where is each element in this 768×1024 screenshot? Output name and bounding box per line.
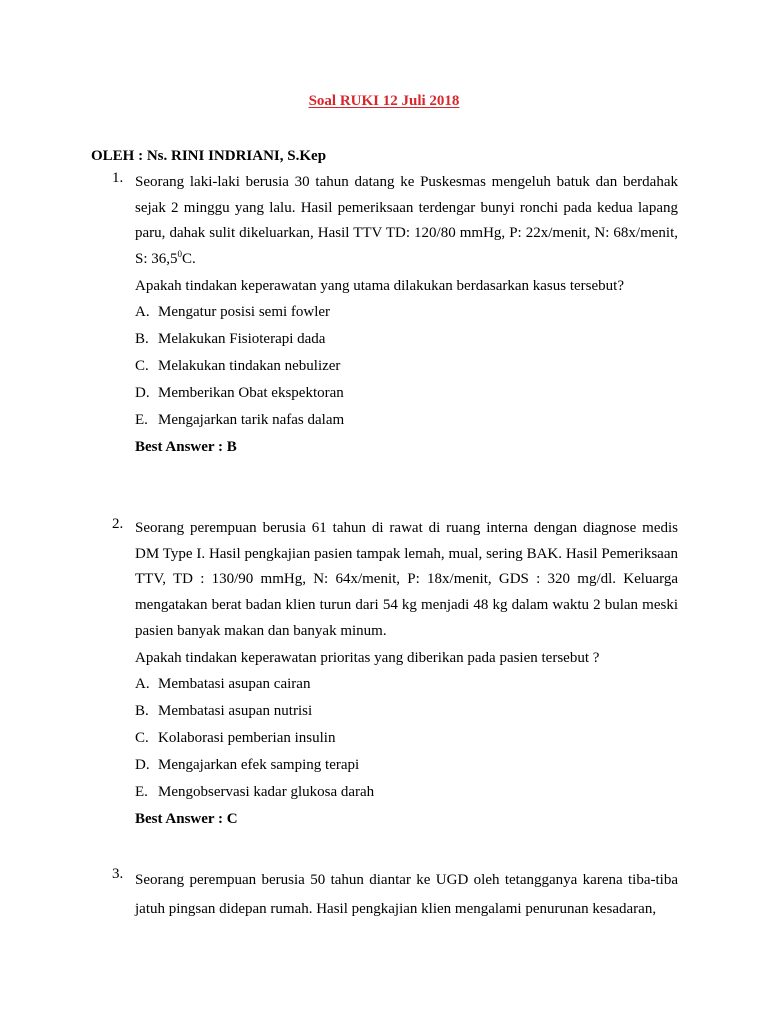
question-2 [112, 516, 678, 833]
option-e: E. Mengajarkan tarik nafas dalam [135, 411, 345, 428]
option-a: A. Mengatur posisi semi fowler [135, 303, 331, 320]
question-1 [112, 170, 678, 461]
question-stem: Seorang perempuan berusia 50 tahun diantar ke UGD oleh tetangganya karena tiba-tiba jatuh pingsan didepan rumah. Hasil pengkajian klien mengalami penurunan kesadaran, [135, 872, 678, 917]
author-line: OLEH : Ns. RINI INDRIANI, S.Kep [91, 148, 327, 164]
question-stem: Seorang laki-laki berusia 30 tahun datang ke Puskesmas mengeluh batuk dan berdahak sejak 2 minggu yang lalu. Hasil pemeriksaan terdengar bunyi ronchi pada kedua lapang paru, dahak sulit dikeluarkan, Hasil TTV TD: 120/80 mmHg, P: 22x/menit, N: 68x/menit, S: 36,5$^0$C. [135, 174, 678, 268]
question-prompt: Apakah tindakan keperawatan yang utama dilakukan berdasarkan kasus tersebut? [135, 277, 624, 294]
option-d: D. Memberikan Obat ekspektoran [135, 384, 344, 401]
option-e: E. Mengobservasi kadar glukosa darah [135, 783, 375, 800]
question-stem: Seorang perempuan berusia 61 tahun di rawat di ruang interna dengan diagnose medis DM Type I. Hasil pengkajian pasien tampak lemah, mual, sering BAK. Hasil Pemeriksaan TTV, TD : 130/90 mmHg, N: 64x/menit, P: 18x/menit, GDS : 320 mg/dl. Keluarga mengatakan berat badan klien turun dari 54 kg menjadi 48 kg dalam waktu 2 bulan meski pasien banyak makan dan banyak minum. [135, 520, 678, 639]
option-a: A. Membatasi asupan cairan [135, 675, 311, 692]
option-list [135, 671, 678, 806]
best-answer: Best Answer : C [135, 810, 238, 827]
option-c: C. Kolaborasi pemberian insulin [135, 729, 336, 746]
document-title: Soal RUKI 12 Juli 2018 [308, 93, 460, 109]
option-b: B. Membatasi asupan nutrisi [135, 702, 313, 719]
option-c: C. Melakukan tindakan nebulizer [135, 357, 341, 374]
option-list [135, 299, 678, 434]
best-answer: Best Answer : B [135, 438, 237, 455]
degree-superscript: 0 [177, 249, 183, 260]
question-number: 1. [112, 170, 124, 186]
option-d: D. Mengajarkan efek samping terapi [135, 756, 360, 773]
question-number: 2. [112, 516, 124, 532]
question-3 [112, 866, 678, 924]
question-number: 3. [112, 866, 124, 882]
option-b: B. Melakukan Fisioterapi dada [135, 330, 326, 347]
question-prompt: Apakah tindakan keperawatan prioritas yang diberikan pada pasien tersebut ? [135, 649, 600, 666]
